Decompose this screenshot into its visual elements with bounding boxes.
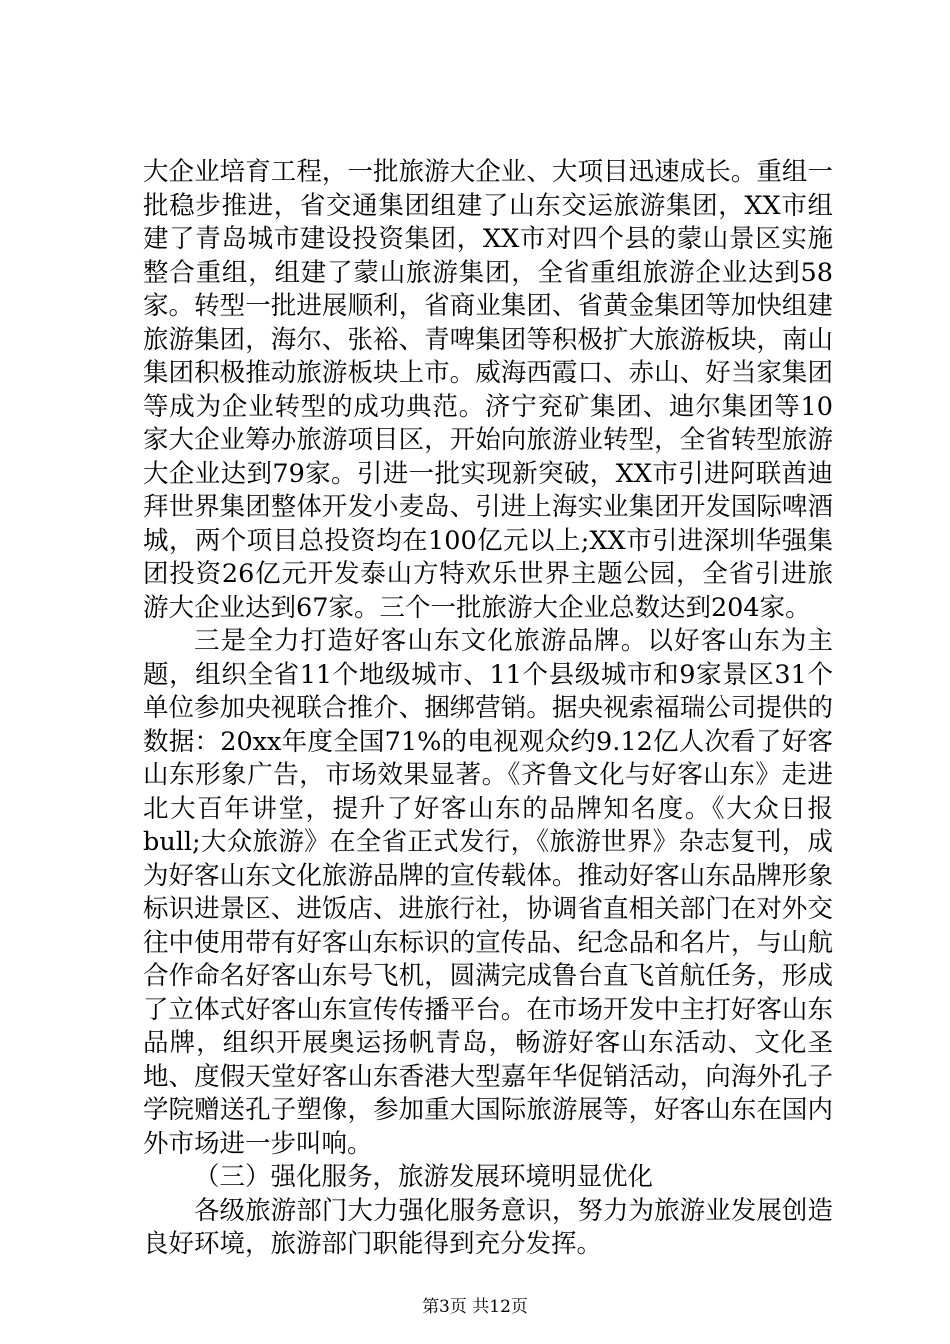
paragraph-brand: 三是全力打造好客山东文化旅游品牌。以好客山东为主题，组织全省11个地级城市、11个县级城市和9家景区31个单位参加央视联合推介、捆绑营销。据央视索福瑞公司提供的数据：20xx年度全国71%的电视观众约9.12亿人次看了好客山东形象广告，市场效果显著。《齐鲁文化与好客山东》走进北大百年讲堂，提升了好客山东的品牌知名度。《大众日报bull;大众旅游》在全省正式发行，《旅游世界》杂志复刊，成为好客山东文化旅游品牌的宣传载体。推动好客山东品牌形象标识进景区、进饭店、进旅行社，协调省直相关部门在对外交往中使用带有好客山东标识的宣传品、纪念品和名片，与山航合作命名好客山东号飞机，圆满完成鲁台直飞首航任务，形成了立体式好客山东宣传传播平台。在市场开发中主打好客山东品牌，组织开展奥运扬帆青岛，畅游好客山东活动、文化圣地、度假天堂好客山东香港大型嘉年华促销活动，向海外孔子学院赠送孔子塑像，参加重大国际旅游展等，好客山东在国内外市场进一步叫响。	[143, 626, 833, 1159]
paragraph-service: 各级旅游部门大力强化服务意识，努力为旅游业发展创造良好环境，旅游部门职能得到充分发挥。	[143, 1195, 833, 1259]
section-heading: （三）强化服务，旅游发展环境明显优化	[194, 1162, 654, 1192]
page-footer: 第3页 共12页	[422, 1297, 528, 1317]
body-text	[143, 156, 833, 1262]
paragraph-continuation: 大企业培育工程，一批旅游大企业、大项目迅速成长。重组一批稳步推进，省交通集团组建了山东交运旅游集团，XX市组建了青岛城市建设投资集团，XX市对四个县的蒙山景区实施整合重组，组建了蒙山旅游集团，全省重组旅游企业达到58家。转型一批进展顺利，省商业集团、省黄金集团等加快组建旅游集团，海尔、张裕、青啤集团等积极扩大旅游板块，南山集团积极推动旅游板块上市。威海西霞口、赤山、好当家集团等成为企业转型的成功典范。济宁兖矿集团、迪尔集团等10家大企业筹办旅游项目区，开始向旅游业转型，全省转型旅游大企业达到79家。引进一批实现新突破，XX市引进阿联酋迪拜世界集团整体开发小麦岛、引进上海实业集团开发国际啤酒城，两个项目总投资均在100亿元以上;XX市引进深圳华强集团投资26亿元开发泰山方特欢乐世界主题公园，全省引进旅游大企业达到67家。三个一批旅游大企业总数达到204家。	[143, 157, 833, 623]
